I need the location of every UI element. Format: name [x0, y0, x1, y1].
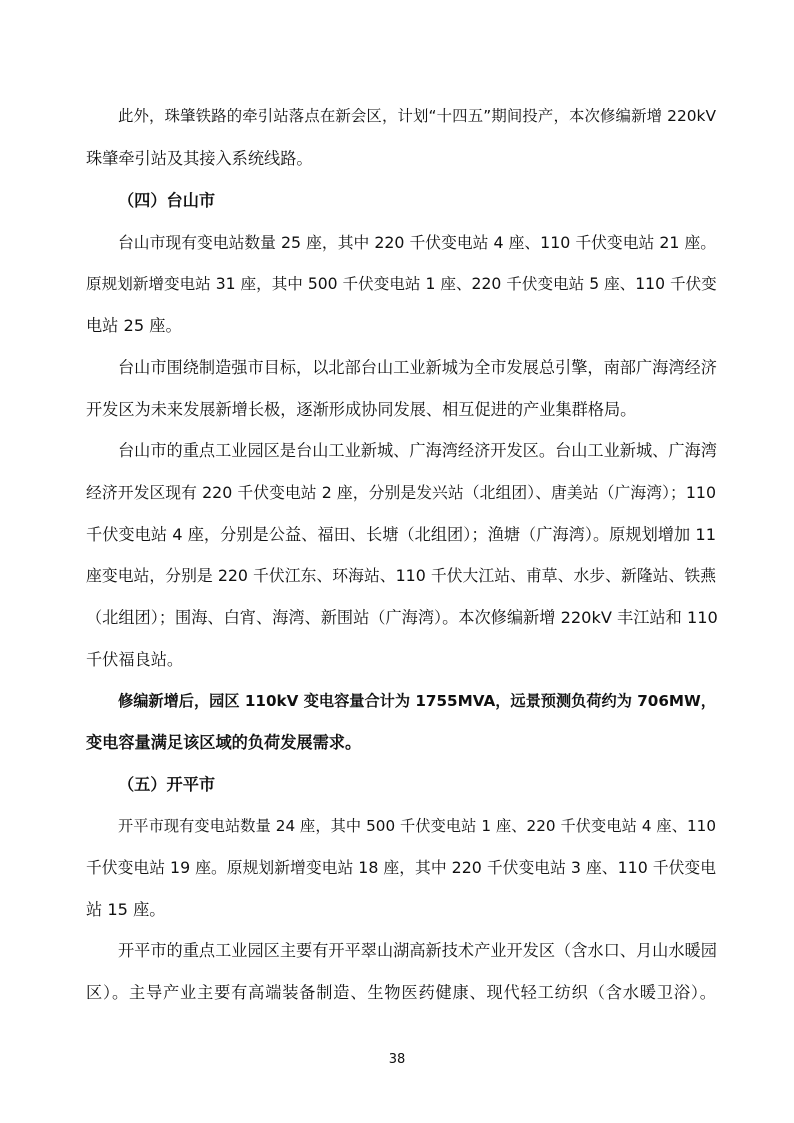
paragraph-line: 开平市的重点工业园区主要有开平翠山湖高新技术产业开发区（含水口、月山水暖园	[118, 941, 717, 960]
paragraph-line: 千伏福良站。	[86, 650, 184, 669]
page-number: 38	[388, 1052, 406, 1067]
bold-paragraph-line: 修编新增后，园区 110kV 变电容量合计为 1755MVA，远景预测负荷约为 706MW，	[118, 692, 716, 710]
paragraph-line: 开平市现有变电站数量 24 座，其中 500 千伏变电站 1 座、220 千伏变电站 4 座、110	[118, 817, 716, 835]
section-heading: （四）台山市	[118, 191, 216, 210]
paragraph-line: 台山市围绕制造强市目标，以北部台山工业新城为全市发展总引擎，南部广海湾经济	[118, 358, 717, 377]
paragraph-line: 座变电站，分别是 220 千伏江东、环海站、110 千伏大江站、甫草、水步、新隆站、铁燕	[86, 566, 716, 585]
paragraph-line: 千伏变电站 4 座，分别是公益、福田、长塘（北组团）；渔塘（广海湾）。原规划增加 11	[86, 525, 716, 544]
paragraph-line: 站 15 座。	[86, 900, 166, 919]
paragraph-line: 开发区为未来发展新增长极，逐渐形成协同发展、相互促进的产业集群格局。	[86, 400, 637, 419]
paragraph-line: 千伏变电站 19 座。原规划新增变电站 18 座，其中 220 千伏变电站 3 座、110 千伏变电	[86, 858, 716, 877]
paragraph-line: 区）。主导产业主要有高端装备制造、生物医药健康、现代轻工纺织（含水暖卫浴）。	[86, 983, 716, 1002]
paragraph-line: 经济开发区现有 220 千伏变电站 2 座，分别是发兴站（北组团）、唐美站（广海湾）；110	[86, 483, 716, 502]
paragraph-line: 电站 25 座。	[86, 316, 182, 335]
paragraph-line: 此外，珠肇铁路的牵引站落点在新会区，计划“十四五”期间投产，本次修编新增 220kV	[118, 107, 716, 125]
bold-paragraph-line: 变电容量满足该区域的负荷发展需求。	[86, 733, 362, 752]
paragraph-line: 原规划新增变电站 31 座，其中 500 千伏变电站 1 座、220 千伏变电站 5 座、110 千伏变	[86, 275, 717, 293]
paragraph-line: 台山市现有变电站数量 25 座，其中 220 千伏变电站 4 座、110 千伏变电站 21 座。	[118, 233, 717, 252]
section-heading: （五）开平市	[118, 775, 216, 794]
paragraph-line: （北组团）；围海、白宵、海湾、新围站（广海湾）。本次修编新增 220kV 丰江站和 110	[86, 608, 718, 627]
paragraph-line: 珠肇牵引站及其接入系统线路。	[86, 149, 313, 168]
paragraph-line: 台山市的重点工业园区是台山工业新城、广海湾经济开发区。台山工业新城、广海湾	[118, 441, 717, 460]
